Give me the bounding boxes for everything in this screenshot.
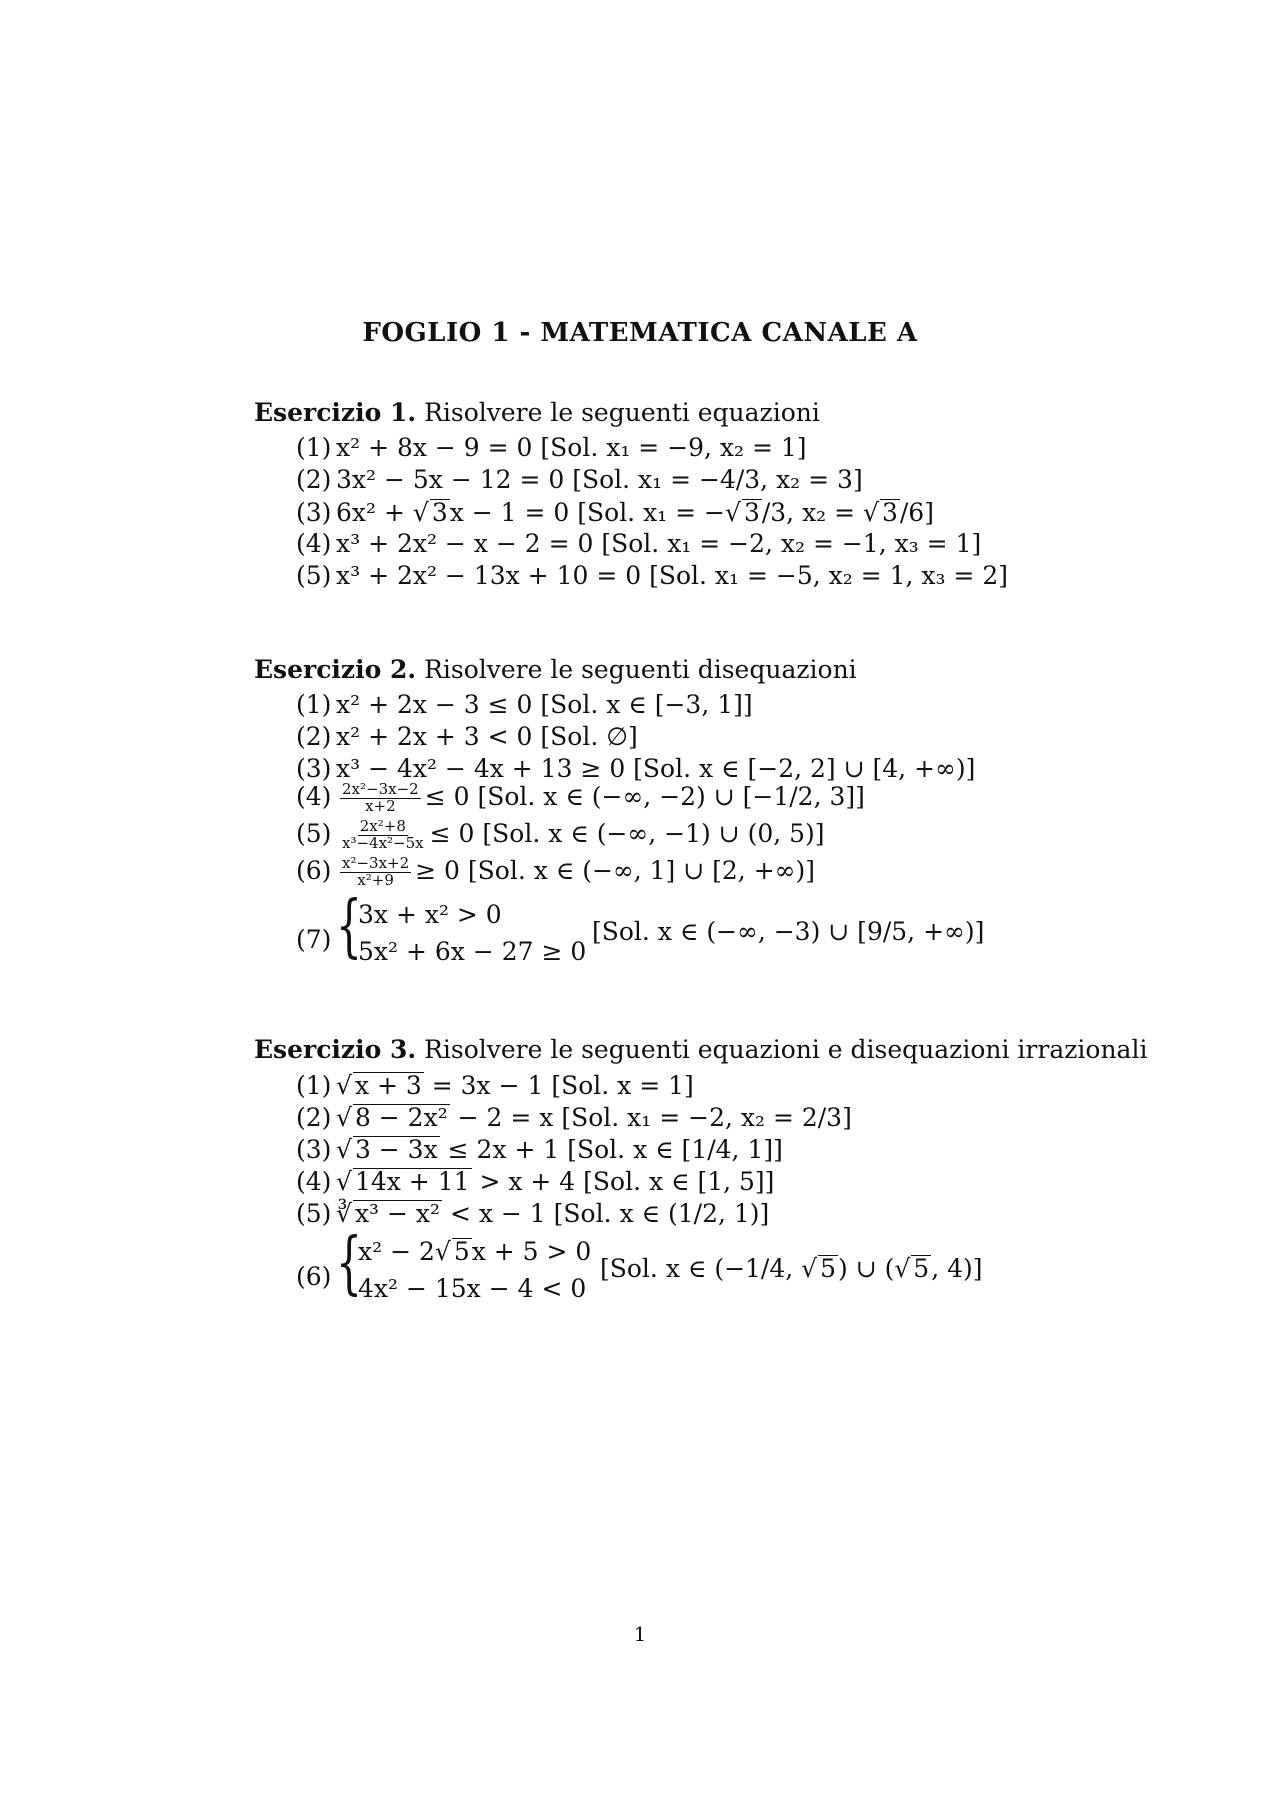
ex2-item-6: (6) $\frac{\text{x²−3x+2}}{\text{x²+9}}$ ≥ 0 [Sol. x ∈ (−∞, 1] ∪ [2, +∞)] bbox=[296, 854, 815, 889]
left-brace-icon: { bbox=[336, 887, 362, 966]
fraction: $\frac{\text{2x²+8}}{\text{x³−4x²−5x}}$ bbox=[342, 817, 424, 852]
exercise-3-text: Risolvere le seguenti equazioni e disequazioni irrazionali bbox=[424, 1035, 1148, 1064]
exercise-3-heading bbox=[254, 1035, 1147, 1064]
ex1-item-3: (3) 6x² + √ 3x − 1 = 0 [Sol. x₁ = −√ 3/3, x₂ = √ 3/6] bbox=[296, 498, 934, 527]
exercise-1-text: Risolvere le seguenti equazioni bbox=[424, 398, 820, 427]
page-number: 1 bbox=[633, 1622, 647, 1646]
fraction: $\frac{\text{x²−3x+2}}{\text{x²+9}}$ bbox=[342, 854, 410, 889]
exercise-2-text: Risolvere le seguenti disequazioni bbox=[424, 655, 857, 684]
fraction: $\frac{\text{2x²−3x−2}}{x+2}$ bbox=[342, 780, 419, 815]
ex3-item-2: (2) √ 8 − 2x² − 2 = x [Sol. x₁ = −2, x₂ = 2/3] bbox=[296, 1103, 852, 1132]
exercise-1-heading bbox=[254, 398, 820, 427]
ex2-item-3: (3) x³ − 4x² − 4x + 13 ≥ 0 [Sol. x ∈ [−2, 2] ∪ [4, +∞)] bbox=[296, 754, 976, 783]
ex1-item-5: (5) x³ + 2x² − 13x + 10 = 0 [Sol. x₁ = −5, x₂ = 1, x₃ = 2] bbox=[296, 561, 1008, 590]
ex3-item-3: (3) √ 3 − 3x ≤ 2x + 1 [Sol. x ∈ [1/4, 1]] bbox=[296, 1135, 783, 1164]
page-title: FOGLIO 1 - MATEMATICA CANALE A bbox=[362, 318, 918, 348]
ex2-item-1: (1) x² + 2x − 3 ≤ 0 [Sol. x ∈ [−3, 1]] bbox=[296, 690, 753, 719]
left-brace-icon: { bbox=[336, 1224, 362, 1303]
exercise-2-label: Esercizio 2. bbox=[254, 655, 417, 684]
exercise-3-label: Esercizio 3. bbox=[254, 1035, 417, 1064]
ex3-item-4: (4) √ 14x + 11 > x + 4 [Sol. x ∈ [1, 5]] bbox=[296, 1167, 775, 1196]
exercise-2-heading bbox=[254, 655, 857, 684]
ex3-item-5: (5) ∛ x³ − x² < x − 1 [Sol. x ∈ (1/2, 1)] bbox=[296, 1199, 770, 1228]
ex1-item-2: (2) 3x² − 5x − 12 = 0 [Sol. x₁ = −4/3, x₂ = 3] bbox=[296, 465, 863, 494]
ex2-item-4: (4) $\frac{\text{2x²−3x−2}}{x+2}$ ≤ 0 [Sol. x ∈ (−∞, −2) ∪ [−1/2, 3]] bbox=[296, 780, 865, 815]
ex1-item-1: (1) x² + 8x − 9 = 0 [Sol. x₁ = −9, x₂ = 1] bbox=[296, 433, 807, 462]
exercise-1-label: Esercizio 1. bbox=[254, 398, 417, 427]
ex3-item-1: (1) √ x + 3 = 3x − 1 [Sol. x = 1] bbox=[296, 1071, 694, 1100]
ex2-item-2: (2) x² + 2x + 3 < 0 [Sol. ∅] bbox=[296, 722, 638, 751]
ex2-item-5: (5) $\frac{\text{2x²+8}}{\text{x³−4x²−5x}}$ ≤ 0 [Sol. x ∈ (−∞, −1) ∪ (0, 5)] bbox=[296, 817, 825, 852]
ex1-item-4: (4) x³ + 2x² − x − 2 = 0 [Sol. x₁ = −2, x₂ = −1, x₃ = 1] bbox=[296, 529, 982, 558]
